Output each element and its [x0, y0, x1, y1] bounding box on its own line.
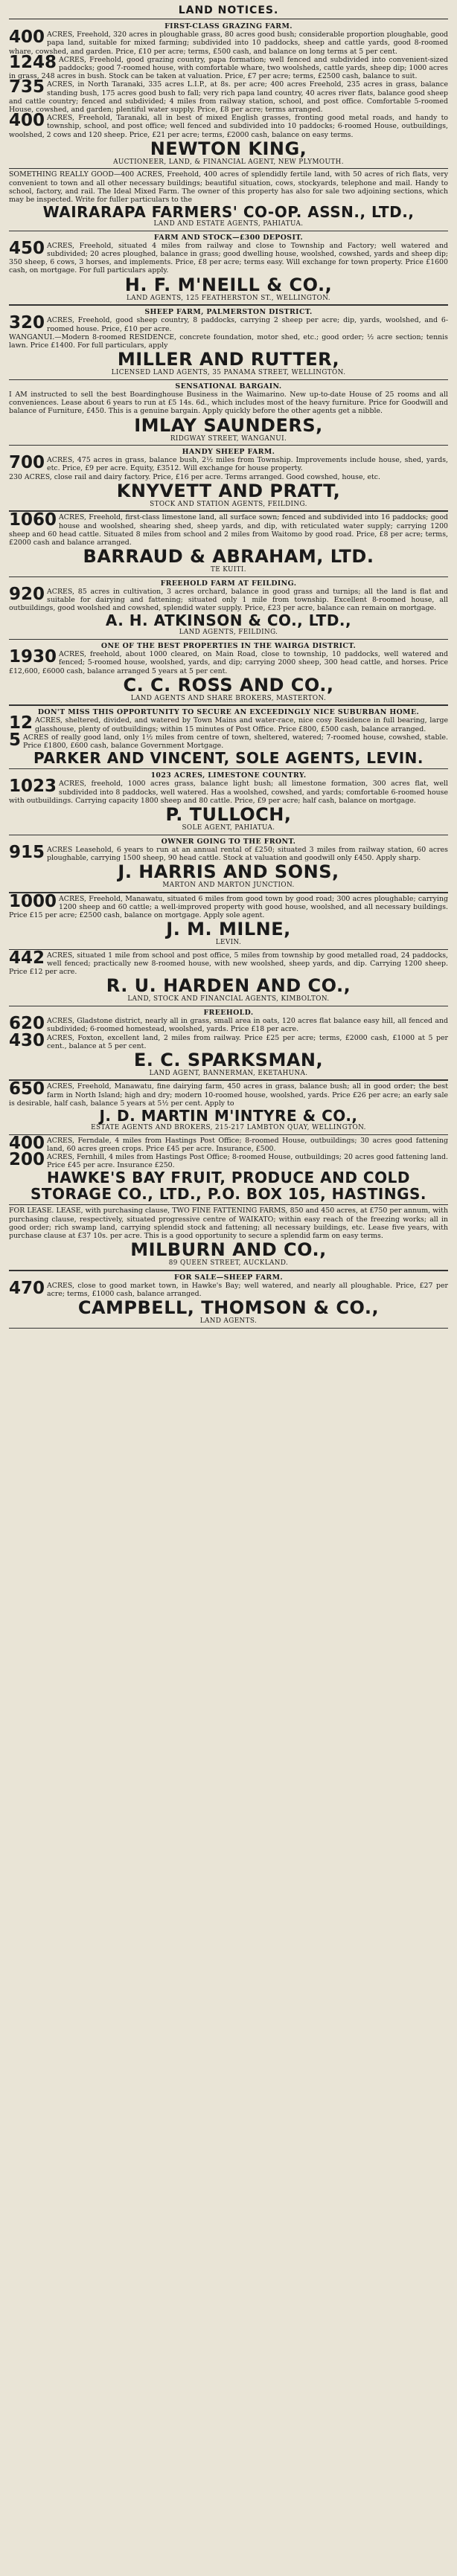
listing-acreage: 5 — [9, 730, 22, 750]
agent-name: P. TULLOCH, — [165, 804, 292, 826]
land-advertisement — [9, 1207, 448, 1267]
listing-description: ACRES, freehold, about 1000 cleared, on Main Road, close to township, 10 paddocks, well watered and fenced; 5-roomed house, woolshed, yards, and dip; carrying 2000 sheep, 300 head cattle, and horses. Price £12,600, £6000 cash, balance arranged 5 years at 5 per cent. — [9, 650, 448, 675]
divider-rule — [9, 510, 448, 512]
land-advertisement — [9, 948, 448, 1003]
ad-listing — [9, 453, 448, 473]
ad-listing — [9, 1030, 448, 1050]
ad-headline: FREEHOLD. — [203, 1008, 254, 1017]
agent-address: ESTATE AGENTS AND BROKERS, 215-217 LAMBTON QUAY, WELLINGTON. — [91, 1124, 366, 1132]
agent-address: LAND AGENTS AND SHARE BROKERS, MASTERTON. — [130, 694, 327, 702]
ad-listing — [9, 238, 448, 275]
listing-acreage: 1000 — [9, 891, 57, 911]
listing-acreage: 915 — [9, 842, 45, 862]
listing-description: I AM instructed to sell the best Boardinghouse Business in the Waimarino. New up-to-date House of 25 rooms and all conveniences. Lease about 6 years to run at £5 14s. 6d., which includes most of the heavy furniture. Price for Goodwill and balance of Furniture, £450. This is a genuine bargain. Apply quickly before the other agents get a nibble. — [9, 390, 448, 416]
agent-address: LAND AND ESTATE AGENTS, PAHIATUA. — [153, 220, 304, 228]
listing-description: ACRES, Gladstone district, nearly all in grass, small area in oats, 120 acres flat balance easy hill, all fenced and subdivided; 6-roomed homestead, woolshed, yards. Price £18 per acre. — [47, 1017, 448, 1034]
listing-description: ACRES, close to good market town, in Hawke's Bay; well watered, and nearly all ploughable. Price, £27 per acre; terms, £1000 cash, balance arranged. — [47, 1281, 448, 1299]
ad-headline: FARM AND STOCK—£300 DEPOSIT. — [153, 233, 304, 242]
listing-description: ACRES, Freehold, good sheep country, 8 paddocks, carrying 2 sheep per acre; dip, yards, woolshed, and 6-roomed house. Price, £10 per acre. — [47, 316, 448, 333]
agent-name: PARKER AND VINCENT, SOLE AGENTS, LEVIN. — [33, 749, 424, 768]
ad-listing — [9, 170, 448, 204]
land-advertisement — [9, 234, 448, 303]
listing-acreage: 700 — [9, 453, 45, 473]
ad-headline: SHEEP FARM, PALMERSTON DISTRICT. — [144, 308, 313, 317]
listing-acreage: 450 — [9, 238, 45, 258]
ad-listing — [9, 1133, 448, 1153]
land-advertisement — [9, 448, 448, 508]
agent-address: LEVIN. — [215, 939, 242, 947]
listing-acreage: 430 — [9, 1030, 45, 1050]
listing-description: ACRES, Freehold, situated 4 miles from railway and close to Township and Factory; well watered and subdivided; 20 acres ploughed, balance in grass; good dwelling house, woolshed, cowshed, yards and sheep dip; 350 sheep, 6 cows, 3 horses, and implements. Price, £8 per acre; terms easy. Will exchange for town property. Price £1600 cash, on mortgage. For full particulars apply. — [9, 241, 448, 275]
listing-description: ACRES, Fernhill, 4 miles from Hastings Post Office; 8-roomed House, outbuildings; 20 acres good fattening land. Price £45 per acre. Insurance £250. — [47, 1152, 448, 1170]
land-advertisement — [9, 579, 448, 637]
listing-acreage: 1930 — [9, 647, 57, 667]
agent-address: LAND, STOCK AND FINANCIAL AGENTS, KIMBOLTON. — [127, 995, 330, 1003]
agent-name: R. U. HARDEN AND CO., — [106, 975, 351, 997]
ad-headline: DON'T MISS THIS OPPORTUNITY TO SECURE AN EXCEEDINGLY NICE SUBURBAN HOME. — [37, 708, 420, 717]
agent-address: LAND AGENT, BANNERMAN, EKETAHUNA. — [149, 1069, 308, 1077]
listing-description: ACRES, situated 1 mile from school and post office, 5 miles from township by good metalled road, 24 paddocks, well fenced; practically new 8-roomed house, with new woolshed, sheep yards, and dip. Carrying 1200 sheep. Price £12 per acre. — [9, 951, 448, 977]
listing-description: ACRES, Freehold, good grazing country, papa formation; well fenced and subdivided into convenient-sized paddocks; good 7-roomed house, with comfortable whare, two woolsheds, cattle yards, sheep dip; 1000 acres in grass, 248 acres in bush. Stock can be taken at valuation. Price, £7 per acre; terms, £2500 cash, balance to suit. — [9, 55, 448, 81]
divider-rule — [9, 576, 448, 577]
agent-address: LAND AGENTS, FEILDING. — [179, 629, 278, 637]
land-advertisement — [9, 1133, 448, 1204]
land-advertisement — [9, 838, 448, 890]
agent-address: LAND AGENTS. — [199, 1317, 258, 1326]
listing-description: 230 ACRES, close rail and dairy factory. Price, £16 per acre. Terms arranged. Good cowshed, house, etc. — [9, 472, 381, 481]
land-advertisement — [9, 891, 448, 947]
agent-address: TE KUITI. — [211, 566, 246, 574]
agent-address: STOCK AND STATION AGENTS, FEILDING. — [150, 500, 307, 508]
ad-listing — [9, 1014, 448, 1034]
ad-listing — [9, 111, 448, 139]
listing-description: ACRES of really good land, only 1½ miles from centre of town, sheltered, watered; 7-roomed house, cowshed, stable. Price £1800, £600 cash, balance Government Mortgage. — [23, 733, 448, 751]
ad-listing — [9, 1079, 448, 1108]
agent-name: C. C. ROSS AND CO., — [123, 674, 334, 696]
ad-listing — [9, 777, 448, 805]
agent-name: CAMPBELL, THOMSON & CO., — [77, 1297, 380, 1319]
agent-name: HAWKE'S BAY FRUIT, PRODUCE AND COLD STORAGE CO., LTD., P.O. BOX 105, HASTINGS. — [31, 1169, 426, 1204]
ad-listing — [9, 1278, 448, 1299]
ad-listing — [9, 1207, 448, 1240]
listing-description: FOR LEASE. LEASE, with purchasing clause, TWO FINE FATTENING FARMS, 850 and 450 acres, at £750 per annum, with purchasing clause, respectively, situated progressive centre of WAIKATO; within easy reach of the freezing works; all in good order; rich swamp land, carrying splendid stock and fattening; all necessary buildings, etc. Lease five years, with purchase clause at £37 10s. per acre. This is a good opportunity to secure a splendid farm on easy terms. — [9, 1207, 448, 1240]
ad-listing — [9, 891, 448, 920]
ad-headline: FREEHOLD FARM AT FEILDING. — [160, 579, 297, 588]
divider-rule — [9, 1079, 448, 1081]
land-advertisement — [9, 642, 448, 702]
listing-description: SOMETHING REALLY GOOD—400 ACRES, Freehold, 400 acres of splendidly fertile land, with 50 acres of rich flats, very convenient to town and all other necessary buildings; beautiful situation, cows, stockyards, telephone and mail. Handy to school, factory, and rail. The Ideal Mixed Farm. The owner of this property has also for sale two adjoining sections, which may be inspected. Write for fuller particulars to the — [9, 170, 448, 204]
listing-acreage: 200 — [9, 1149, 45, 1169]
listing-description: ACRES, Freehold, Manawatu, situated 6 miles from good town by good road; 300 acres ploughable; carrying 1200 sheep and 60 cattle; a well-improved property with good house, woolshed, and all necessary buildings. Price £15 per acre; £2500 cash, balance on mortgage. Apply sole agent. — [9, 894, 448, 920]
agent-address: AUCTIONEER, LAND, & FINANCIAL AGENT, NEW PLYMOUTH. — [113, 158, 344, 166]
ad-listing — [9, 510, 448, 547]
listing-description: ACRES, Freehold, 320 acres in ploughable grass, 80 acres good bush; considerable proportion ploughable, good papa land, suitable for mixed farming; subdivided into 10 paddocks, sheep and cattle yards, good 8-roomed whare, cowshed, and garden. Price, £10 per acre; terms, £500 cash, and balance on long terms at 5 per cent. — [9, 30, 448, 56]
section-title: LAND NOTICES. — [9, 4, 448, 19]
divider-rule — [9, 445, 448, 446]
land-advertisement — [9, 22, 448, 166]
agent-address: MARTON AND MARTON JUNCTION. — [162, 881, 295, 890]
divider-rule — [9, 1328, 448, 1329]
divider-rule — [9, 1134, 448, 1135]
ad-listing — [9, 1149, 448, 1170]
land-advertisement — [9, 1079, 448, 1132]
agent-name: KNYVETT AND PRATT, — [116, 480, 341, 501]
ad-headline: 1023 ACRES, LIMESTONE COUNTRY. — [150, 771, 307, 780]
agent-address: LICENSED LAND AGENTS, 35 PANAMA STREET, WELLINGTON. — [111, 369, 346, 377]
agent-name: NEWTON KING, — [150, 138, 307, 159]
listing-acreage: 1248 — [9, 52, 57, 72]
agent-name: WAIRARAPA FARMERS' CO-OP. ASSN., LTD., — [42, 203, 415, 222]
divider-rule — [9, 1270, 448, 1271]
listing-acreage: 1060 — [9, 510, 57, 530]
land-advertisement — [9, 771, 448, 832]
ad-listing — [9, 313, 448, 333]
listing-description: ACRES, Freehold, Manawatu, fine dairying farm, 450 acres in grass, balance bush; all in good order; the best farm in North Island; high and dry; modern 10-roomed house, woolshed, yards. Price £26 per acre; an early sale is desirable, half cash, balance 5 years at 5½ per cent. Apply to — [9, 1082, 448, 1108]
ad-listing — [9, 77, 448, 115]
ad-headline: ONE OF THE BEST PROPERTIES IN THE WAIRGA DISTRICT. — [100, 641, 357, 650]
agent-name: J. HARRIS AND SONS, — [118, 861, 339, 883]
listing-description: ACRES, 85 acres in cultivation, 3 acres orchard, balance in good grass and turnips; all the land is flat and suitable for dairying and fattening; situated only 1 mile from township. Excellent 8-roomed house, all outbuildings, good woolshed and cowshed, splendid water supply. Price, £23 per acre, balance can remain on mortgage. — [9, 587, 448, 613]
ad-headline: SENSATIONAL BARGAIN. — [175, 382, 282, 391]
divider-rule — [9, 892, 448, 893]
listing-acreage: 1023 — [9, 777, 57, 797]
divider-rule — [9, 304, 448, 306]
divider-rule — [9, 1204, 448, 1205]
listing-description: ACRES, freehold, 1000 acres grass, balance light bush; all limestone formation, 300 acres flat, well subdivided into 8 paddocks, well watered. Has a woolshed, cowshed, and yards; comfortable 6-roomed house with outbuildings. Carrying capacity 1800 sheep and 80 cattle. Price, £9 per acre; half cash, balance on mortgage. — [9, 780, 448, 805]
divider-rule — [9, 639, 448, 640]
ad-listing — [9, 30, 448, 56]
agent-address: 89 QUEEN STREET, AUCKLAND. — [168, 1259, 289, 1268]
ads-column — [9, 22, 448, 1329]
listing-acreage: 442 — [9, 948, 45, 968]
ad-listing — [9, 391, 448, 416]
listing-acreage: 400 — [9, 111, 45, 131]
land-advertisement — [9, 382, 448, 443]
listing-description: ACRES Leasehold, 6 years to run at an annual rental of £250; situated 3 miles from railway station, 60 acres ploughable, carrying 1500 sheep, 90 head cattle. Stock at valuation and goodwill only £450. Apply sharp. — [47, 845, 448, 862]
agent-name: H. F. M'NEILL & CO., — [124, 274, 333, 295]
ad-headline: HANDY SHEEP FARM. — [182, 448, 275, 456]
divider-rule — [9, 768, 448, 769]
listing-acreage: 400 — [9, 1133, 45, 1153]
agent-name: IMLAY SAUNDERS, — [134, 414, 323, 436]
listing-description: WANGANUI.—Modern 8-roomed RESIDENCE, concrete foundation, motor shed, etc.; good order; ½ acre section; tennis lawn. Price £1400. For full particulars, apply — [9, 333, 448, 350]
land-advertisement — [9, 308, 448, 377]
land-advertisement — [9, 1009, 448, 1078]
ad-listing — [9, 584, 448, 613]
listing-acreage: 400 — [9, 28, 45, 48]
land-advertisement — [9, 708, 448, 766]
agent-name: BARRAUD & ABRAHAM, LTD. — [83, 546, 374, 568]
listing-acreage: 320 — [9, 313, 45, 333]
listing-description: ACRES, sheltered, divided, and watered by Town Mains and water-race, nice cosy Residence in full bearing, large glasshouse, plenty of outbuildings; within 15 minutes of Post Office. Price £800, £500 cash, balance arranged. — [35, 716, 448, 733]
listing-acreage: 920 — [9, 584, 45, 604]
land-advertisement — [9, 1273, 448, 1326]
listing-description: ACRES, Foxton, excellent land, 2 miles from railway. Price £25 per acre; terms, £2000 cash, £1000 at 5 per cent., balance at 5 per cent. — [47, 1033, 448, 1050]
divider-rule — [9, 704, 448, 706]
listing-acreage: 735 — [9, 77, 45, 97]
ad-listing — [9, 647, 448, 675]
listing-description: ACRES, Freehold, first-class limestone land, all surface sown; fenced and subdivided into 16 paddocks; good house and woolshed, shearing shed, sheep yards, and dip, with reticulated water supply; carrying 1200 sheep and 60 head cattle. Situated 8 miles from school and 2 miles from Waitomo by good road. Price, £8 per acre; terms, £2000 cash and balance arranged. — [9, 513, 448, 547]
listing-description: ACRES, 475 acres in grass, balance bush, 2½ miles from Township. Improvements include house, shed, yards, etc. Price, £9 per acre. Equity, £3512. Will exchange for house property. — [47, 456, 448, 473]
agent-name: MILBURN AND CO., — [130, 1239, 327, 1261]
agent-name: J. M. MILNE, — [166, 919, 291, 940]
listing-acreage: 650 — [9, 1079, 45, 1099]
agent-address: RIDGWAY STREET, WANGANUI. — [170, 434, 287, 443]
land-advertisement — [9, 510, 448, 574]
agent-name: E. C. SPARKSMAN, — [133, 1049, 324, 1070]
ad-headline: OWNER GOING TO THE FRONT. — [161, 837, 296, 846]
listing-acreage: 12 — [9, 713, 33, 733]
ad-listing — [9, 948, 448, 977]
listing-description: ACRES, in North Taranaki, 335 acres L.I.P., at 8s. per acre; 400 acres Freehold, 235 acres in grass, balance standing bush, 175 acres good bush to fall; very rich papa land country, 40 acres river flats, balance good sheep and cattle country; fenced and subdivided; 4 miles from railway station, school, and post office. Comfortable 5-roomed House, cowshed, and garden; plentiful water supply. Price, £8 per acre; terms arranged. — [9, 80, 448, 115]
ad-headline: FIRST-CLASS GRAZING FARM. — [164, 22, 293, 30]
listing-description: ACRES, Freehold, Taranaki, all in best of mixed English grasses, fronting good metal roads, and handy to township, school, and post office; well fenced and subdivided into 10 paddocks; 6-roomed House, outbuildings, woolshed, 2 cows and 120 sheep. Price, £21 per acre; terms, £2000 cash, balance on easy terms. — [9, 114, 448, 139]
divider-rule — [9, 949, 448, 950]
agent-address: LAND AGENTS, 125 FEATHERSTON ST., WELLINGTON. — [127, 294, 330, 302]
listing-acreage: 470 — [9, 1278, 45, 1298]
ad-listing — [9, 52, 448, 81]
agent-name: A. H. ATKINSON & CO., LTD., — [105, 611, 352, 630]
ad-listing — [9, 333, 448, 350]
divider-rule — [9, 379, 448, 380]
listing-description: ACRES, Ferndale, 4 miles from Hastings Post Office; 8-roomed House, outbuildings; 30 acres good fattening land, 60 acres green crops. Price £45 per acre. Insurance, £500. — [47, 1136, 448, 1153]
ad-headline: FOR SALE—SHEEP FARM. — [173, 1273, 284, 1282]
agent-name: J. D. MARTIN M'INTYRE & CO., — [99, 1107, 358, 1125]
agent-address: SOLE AGENT, PAHIATUA. — [182, 824, 275, 832]
agent-name: MILLER AND RUTTER, — [117, 349, 340, 370]
ad-listing — [9, 842, 448, 862]
land-advertisement — [9, 170, 448, 228]
ad-listing — [9, 713, 448, 733]
listing-acreage: 620 — [9, 1014, 45, 1034]
ad-listing — [9, 730, 448, 751]
divider-rule — [9, 168, 448, 169]
